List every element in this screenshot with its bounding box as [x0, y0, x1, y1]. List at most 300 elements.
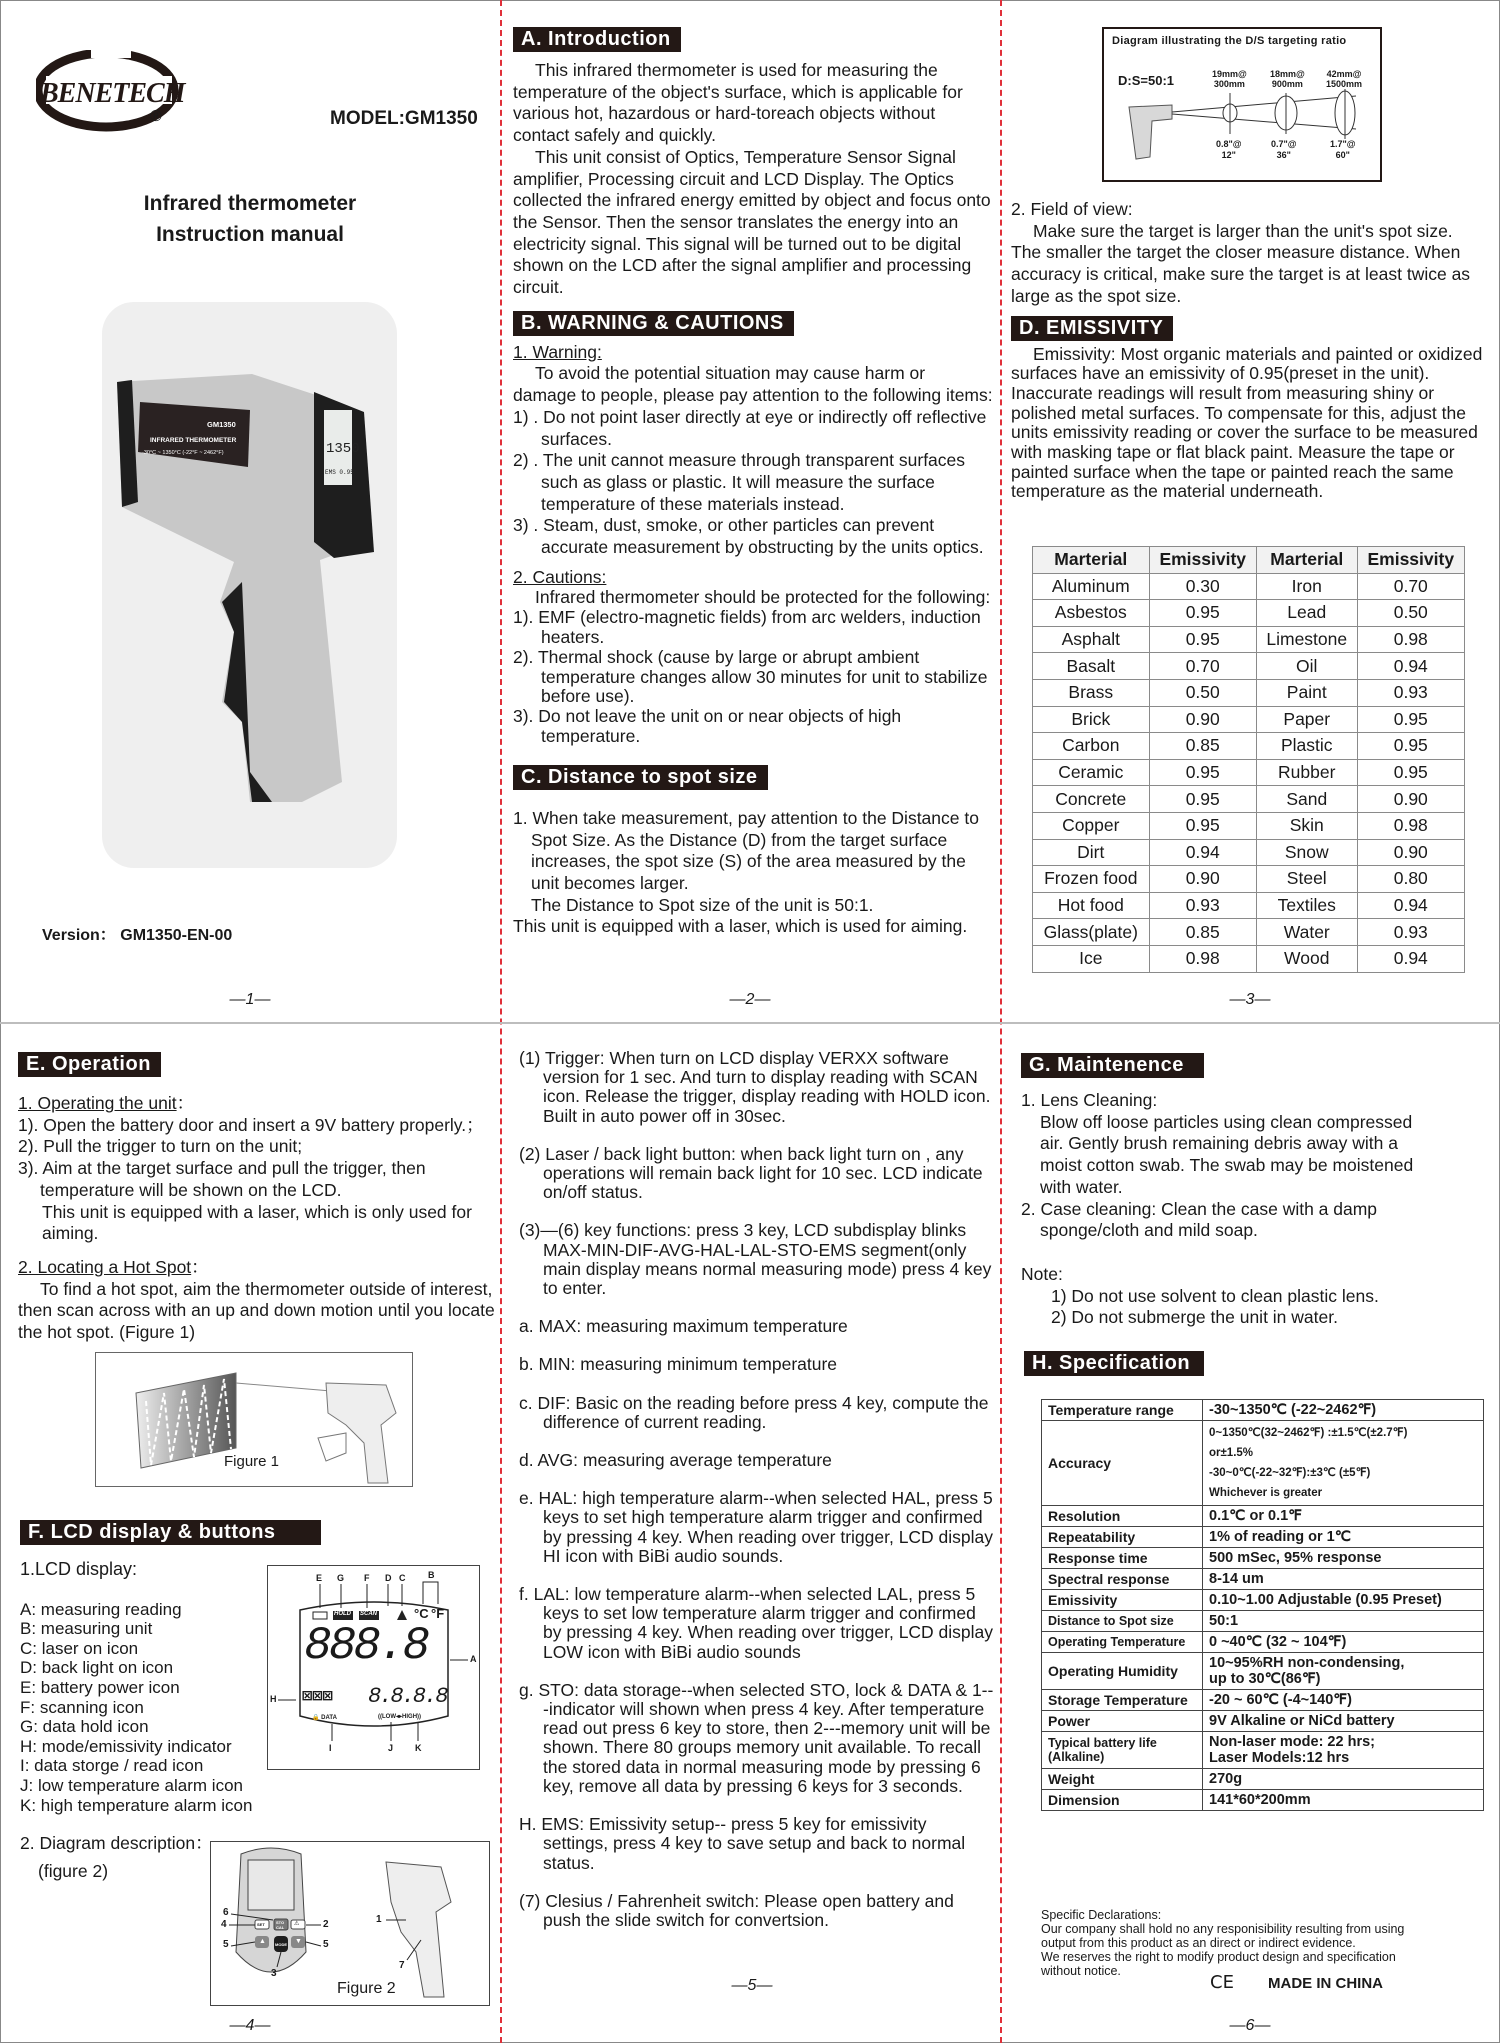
- spec-value-line: Whichever is greater: [1209, 1487, 1323, 1499]
- page-3: [1011, 199, 1491, 502]
- item-marker: c.: [519, 1392, 538, 1413]
- function-item: [519, 1394, 995, 1432]
- section-heading-emissivity: D. EMISSIVITY: [1011, 316, 1173, 341]
- spec-value-line: or±1.5%: [1209, 1447, 1254, 1459]
- emissivity-cell: 0.85: [1149, 733, 1256, 760]
- cautions-intro: Infrared thermometer should be protected for the following:: [535, 587, 991, 608]
- hotspot-subtitle: 2. Locating a Hot Spot：: [18, 1256, 209, 1277]
- spec-label: Distance to Spot size: [1042, 1611, 1203, 1632]
- emissivity-cell: 0.95: [1149, 786, 1256, 813]
- spec-row: [1042, 1711, 1484, 1732]
- ce-mark-icon: CE: [1210, 1972, 1234, 1993]
- warning-intro: To avoid the potential situation may cause harm or damage to people, please pay attention to the following items:: [513, 363, 993, 406]
- material-cell: Basalt: [1033, 653, 1150, 680]
- item-text: DIF: Basic on the reading before press 4 key, compute the difference of current reading.: [537, 1392, 989, 1432]
- callout-4: 4: [221, 1919, 227, 1930]
- item-marker: g.: [519, 1679, 539, 1700]
- lcd-legend-item: E: battery power icon: [20, 1678, 180, 1698]
- callout-d: D: [385, 1573, 392, 1583]
- spec-value: [1203, 1569, 1484, 1590]
- item-marker: (2): [519, 1143, 546, 1164]
- material-cell: Lead: [1256, 600, 1357, 627]
- emissivity-cell: 0.95: [1357, 733, 1464, 760]
- spec-label: Accuracy: [1042, 1421, 1203, 1506]
- distance-ratio: The Distance to Spot size of the unit is 50:1.: [531, 894, 874, 915]
- diagram-subtitle-figure: (figure 2): [38, 1860, 109, 1881]
- col-header: Emissivity: [1357, 547, 1464, 574]
- product-lcd-reading: 1350: [326, 441, 360, 457]
- spec-value-line: 50:1: [1209, 1613, 1239, 1629]
- spot-label-top: 42mm@ 1500mm: [1326, 69, 1363, 89]
- warning-title: 1. Warning:: [513, 341, 602, 362]
- figure-2-caption: Figure 2: [337, 1980, 396, 1997]
- lcd-legend-item: D: back light on icon: [20, 1658, 174, 1678]
- declaration-line: without notice.: [1041, 1964, 1121, 1978]
- mode-button[interactable]: MODE: [275, 1942, 287, 1947]
- emissivity-cell: 0.70: [1357, 573, 1464, 600]
- section-heading-operation: E. Operation: [18, 1052, 161, 1077]
- spec-value-line: 0~1350℃(32~2462℉) :±1.5℃(±2.7℉): [1209, 1427, 1408, 1439]
- material-cell: Glass(plate): [1033, 919, 1150, 946]
- emissivity-cell: 0.94: [1149, 839, 1256, 866]
- table-row: [1033, 733, 1465, 760]
- spec-value-line: 10~95%RH non-condensing,: [1209, 1655, 1405, 1671]
- table-row: [1033, 866, 1465, 893]
- sto-cal-button[interactable]: STO CAL: [276, 1920, 285, 1930]
- intro-para-2: This unit consist of Optics, Temperature Sensor Signal amplifier, Processing circuit and LCD Display. The Optics collected the infrared energy emitted by object and focus onto the Sensor. Then the sensor translates the energy into an electricity signal. This signal will be turned out to be digital shown on the LCD after the signal amplifier and processing circuit.: [513, 146, 991, 298]
- emissivity-cell: 0.95: [1149, 759, 1256, 786]
- spec-value: [1203, 1611, 1484, 1632]
- material-cell: Iron: [1256, 573, 1357, 600]
- material-cell: Skin: [1256, 812, 1357, 839]
- table-row: [1033, 786, 1465, 813]
- emissivity-cell: 0.70: [1149, 653, 1256, 680]
- item-text: MAX: measuring maximum temperature: [538, 1316, 848, 1337]
- spec-row: [1042, 1653, 1484, 1690]
- emissivity-cell: 0.98: [1149, 945, 1256, 972]
- emissivity-cell: 0.93: [1149, 892, 1256, 919]
- callout-e: E: [316, 1573, 323, 1583]
- celsius-segment: °C: [414, 1606, 429, 1621]
- spec-value: [1203, 1506, 1484, 1527]
- emissivity-cell: 0.94: [1357, 945, 1464, 972]
- spec-value-line: 1% of reading or 1℃: [1209, 1529, 1351, 1545]
- spec-row: [1042, 1569, 1484, 1590]
- material-cell: Concrete: [1033, 786, 1150, 813]
- section-heading-introduction: A. Introduction: [513, 27, 681, 52]
- material-cell: Paint: [1256, 679, 1357, 706]
- table-row: [1033, 945, 1465, 972]
- item-marker: a.: [519, 1316, 539, 1337]
- fahrenheit-segment: °F: [431, 1606, 445, 1621]
- item-text: Trigger: When turn on LCD display VERXX software version for 1 sec. And turn to display reading with SCAN icon. Release the trigger, display reading with HOLD icon. Built in auto power off in 30sec.: [543, 1048, 991, 1126]
- item-text: STO: data storage--when selected STO, lock & DATA & 1---indicator will shown when press 4 key. After temperature read out press 6 key to store, then 2---memory unit will be shown. There 80 groups memory unit available. To recall the stored data in normal measuring mode by pressing 6 key, remove all data by pressing 6 keys for 3 seconds.: [538, 1679, 994, 1796]
- spec-label: Repeatability: [1042, 1527, 1203, 1548]
- emissivity-cell: 0.85: [1149, 919, 1256, 946]
- callout-7: 7: [399, 1960, 405, 1971]
- spec-label: Spectral response: [1042, 1569, 1203, 1590]
- spec-value: [1203, 1711, 1484, 1732]
- lcd-legend-item: J: low temperature alarm icon: [20, 1776, 243, 1796]
- emissivity-cell: 0.90: [1149, 706, 1256, 733]
- lcd-legend-item: B: measuring unit: [20, 1619, 153, 1639]
- emissivity-text: Emissivity: Most organic materials and painted or oxidized surfaces have an emissivity of 0.95(preset in the unit). Inaccurate readings will result from measuring shiny or polished metal surfaces. To compensate for this, adjust the units emissivity reading or cover the surface to be measured with masking tape or flat black paint. Measure the tape or painted surface when the tape or painted reach the same temperature as the material underneath.: [1011, 343, 1483, 502]
- product-photo-frame: [102, 302, 397, 868]
- item-text: key functions: press 3 key, LCD subdisplay blinks MAX-MIN-DIF-AVG-HAL-LAL-STO-EMS segment(only main display means normal measuring mode) press 4 key to enter.: [543, 1220, 992, 1299]
- sub-reading-segments: 8.8.8.8: [368, 1684, 447, 1709]
- function-item: [519, 1815, 995, 1873]
- note-item: 2) Do not submerge the unit in water.: [1051, 1307, 1338, 1328]
- material-cell: Water: [1256, 919, 1357, 946]
- operation-step: 2). Pull the trigger to turn on the unit;: [18, 1136, 303, 1157]
- declarations-title: Specific Declarations:: [1041, 1908, 1162, 1922]
- thermometer-product-image: [102, 302, 397, 868]
- spec-row: [1042, 1590, 1484, 1611]
- page-number: —4—: [229, 2017, 271, 2034]
- function-item: [519, 1355, 995, 1374]
- fov-line-1: Make sure the target is larger than the unit's spot size.: [1033, 220, 1453, 241]
- product-lcd-sub: EMS 0.95: [325, 469, 354, 476]
- figure-2: [210, 1841, 490, 2006]
- spec-row: [1042, 1611, 1484, 1632]
- function-item: [519, 1145, 995, 1203]
- spec-label: Resolution: [1042, 1506, 1203, 1527]
- material-cell: Brick: [1033, 706, 1150, 733]
- table-row: [1033, 892, 1465, 919]
- alarm-segment: ((LOW◂▸HIGH)): [378, 1714, 422, 1720]
- lcd-legend-item: A: measuring reading: [20, 1599, 182, 1619]
- item-text: MIN: measuring minimum temperature: [538, 1354, 838, 1375]
- lcd-legend-item: I: data storge / read icon: [20, 1756, 204, 1776]
- spec-value-line: 9V Alkaline or NiCd battery: [1209, 1713, 1395, 1729]
- mode-indicator-segments: ⊠⊠⊠: [302, 1688, 333, 1707]
- caution-item: 3). Do not leave the unit on or near objects of high temperature.: [513, 706, 902, 747]
- emissivity-cell: 0.30: [1149, 573, 1256, 600]
- caution-item: 2). Thermal shock (cause by large or abrupt ambient temperature changes allow 30 minutes for unit to stabilize before use).: [513, 646, 988, 707]
- callout-j: J: [388, 1743, 394, 1753]
- warning-item: 3) . Steam, dust, smoke, or other particles can prevent accurate measurement by obstructing by the units optics.: [513, 515, 984, 558]
- page-4: [18, 1052, 496, 1344]
- laser-note: This unit is equipped with a laser, which is only used for aiming.: [42, 1201, 472, 1244]
- diagram-ratio: D:S=50:1: [1118, 73, 1174, 88]
- spec-label: Response time: [1042, 1548, 1203, 1569]
- table-row: [1033, 679, 1465, 706]
- spec-value-line: -30~0℃(-22~32℉):±3℃ (±5℉): [1209, 1467, 1371, 1479]
- cautions-title: 2. Cautions:: [513, 566, 607, 587]
- spec-value: [1203, 1653, 1484, 1690]
- emissivity-cell: 0.95: [1149, 600, 1256, 627]
- material-cell: Dirt: [1033, 839, 1150, 866]
- declaration-line: We reserves the right to modify product design and specification: [1041, 1950, 1396, 1964]
- title-line-1: Infrared thermometer: [143, 192, 357, 215]
- emissivity-cell: 0.90: [1149, 866, 1256, 893]
- fov-rest: The smaller the target the closer measure distance. When accuracy is critical, make sure the target is at least twice as large as the spot size.: [1011, 242, 1471, 306]
- warning-item: 1) . Do not point laser directly at eye or indirectly off reflective surfaces.: [513, 406, 987, 449]
- table-header-row: [1033, 547, 1465, 574]
- spec-row: [1042, 1506, 1484, 1527]
- up-button[interactable]: ▲: [259, 1938, 266, 1945]
- declaration-line: Our company shall hold no any responisibility resulting from using: [1041, 1922, 1405, 1936]
- spot-label-bottom: 0.8"@ 12": [1216, 139, 1242, 160]
- spec-value-line: 500 mSec, 95% response: [1209, 1550, 1382, 1566]
- set-button[interactable]: SET: [257, 1922, 265, 1927]
- emissivity-cell: 0.95: [1149, 626, 1256, 653]
- material-cell: Brass: [1033, 679, 1150, 706]
- spec-row: [1042, 1690, 1484, 1711]
- lcd-legend-item: F: scanning icon: [20, 1697, 144, 1717]
- spec-value-line: up to 30℃(86℉): [1209, 1671, 1321, 1687]
- operation-step: 3). Aim at the target surface and pull the trigger, then temperature will be shown on the LCD.: [18, 1158, 426, 1200]
- spot-label-top: 19mm@ 300mm: [1212, 69, 1247, 89]
- item-text: Laser / back light button: when back light turn on , any operations will remain back light for 10 sec. LCD indicate on/off status.: [543, 1143, 983, 1203]
- table-row: [1033, 600, 1465, 627]
- warning-item: 2) . The unit cannot measure through transparent surfaces such as glass or plastic. It will measure the surface temperature of these materials instead.: [513, 450, 966, 514]
- item-marker: (3)—(6): [519, 1220, 585, 1241]
- spec-label: Weight: [1042, 1769, 1203, 1790]
- material-cell: Snow: [1256, 839, 1357, 866]
- table-row: [1033, 759, 1465, 786]
- figure-1-caption: Figure 1: [224, 1453, 280, 1470]
- item-marker: e.: [519, 1488, 539, 1509]
- laser-backlight-button[interactable]: ⚠: [294, 1921, 300, 1927]
- distance-laser-note: This unit is equipped with a laser, which is used for aiming.: [513, 916, 968, 937]
- data-storage-segment: 🔒 DATA: [312, 1715, 337, 1721]
- page-number: —3—: [1229, 991, 1271, 1008]
- spec-label: Typical battery life (Alkaline): [1042, 1732, 1203, 1769]
- brand-name: BENETECH: [40, 78, 185, 109]
- material-cell: Sand: [1256, 786, 1357, 813]
- title-line-2: Instruction manual: [156, 223, 344, 246]
- spec-label: Temperature range: [1042, 1400, 1203, 1421]
- lcd-legend-item: C: laser on icon: [20, 1638, 139, 1658]
- spec-label: Dimension: [1042, 1790, 1203, 1811]
- section-heading-warning: B. WARNING & CAUTIONS: [513, 311, 794, 336]
- section-heading-specification: H. Specification: [1024, 1351, 1204, 1376]
- spec-value: [1203, 1590, 1484, 1611]
- emissivity-cell: 0.95: [1149, 812, 1256, 839]
- declaration-line: output from this product as an direct or indirect evidence.: [1041, 1936, 1356, 1950]
- function-item: [519, 1451, 995, 1470]
- main-reading-segments: 888.8: [304, 1620, 428, 1672]
- emissivity-cell: 0.95: [1357, 706, 1464, 733]
- diagram-title: Diagram illustrating the D/S targeting ratio: [1112, 35, 1347, 47]
- item-marker: d.: [519, 1450, 538, 1471]
- lcd-legend-item: H: mode/emissivity indicator: [20, 1736, 232, 1756]
- item-marker: f.: [519, 1584, 534, 1605]
- material-cell: Textiles: [1256, 892, 1357, 919]
- material-cell: Ice: [1033, 945, 1150, 972]
- spec-label: Power: [1042, 1711, 1203, 1732]
- spot-label-bottom: 1.7"@ 60": [1330, 139, 1356, 160]
- figure-1: [95, 1352, 413, 1487]
- spec-value: [1203, 1400, 1484, 1421]
- callout-5-left: 5: [223, 1939, 229, 1950]
- spec-value-line: 270g: [1209, 1771, 1243, 1787]
- page-row-divider: [0, 1022, 1500, 1024]
- spec-row: [1042, 1548, 1484, 1569]
- function-item: [519, 1892, 995, 1930]
- table-row: [1033, 812, 1465, 839]
- model-label: MODEL:GM1350: [330, 108, 478, 129]
- specification-table: [1041, 1399, 1484, 1811]
- emissivity-cell: 0.98: [1357, 626, 1464, 653]
- function-item: [519, 1489, 995, 1566]
- table-row: [1033, 919, 1465, 946]
- lens-cleaning-title: 1. Lens Cleaning:: [1021, 1090, 1158, 1110]
- callout-3: 3: [271, 1968, 277, 1979]
- spec-value-line: -30~1350℃ (-22~2462℉): [1209, 1402, 1377, 1418]
- spec-value: [1203, 1548, 1484, 1569]
- callout-h: H: [270, 1694, 277, 1704]
- spec-value: [1203, 1421, 1484, 1506]
- product-model-text: GM1350: [207, 420, 236, 429]
- callout-c: C: [399, 1573, 406, 1583]
- spec-row: [1042, 1732, 1484, 1769]
- callout-b: B: [428, 1570, 435, 1580]
- spot-label-top: 18mm@ 900mm: [1270, 69, 1305, 89]
- lcd-display-diagram: [267, 1565, 480, 1770]
- spec-value: [1203, 1690, 1484, 1711]
- material-cell: Asphalt: [1033, 626, 1150, 653]
- spec-row: [1042, 1632, 1484, 1653]
- spec-label: Operating Temperature: [1042, 1632, 1203, 1653]
- spot-label-bottom: 0.7"@ 36": [1271, 139, 1297, 160]
- emissivity-cell: 0.50: [1357, 600, 1464, 627]
- operation-step: 1). Open the battery door and insert a 9V battery properly.；: [18, 1114, 484, 1135]
- lcd-subtitle: 1.LCD display:: [20, 1559, 138, 1579]
- callout-i: I: [329, 1743, 332, 1753]
- material-cell: Ceramic: [1033, 759, 1150, 786]
- item-marker: (1): [519, 1048, 545, 1068]
- emissivity-cell: 0.98: [1357, 812, 1464, 839]
- item-text: HAL: high temperature alarm--when selected HAL, press 5 keys to set high temperature alarm trigger and confirmed by pressing 4 key. When reading over trigger, LCD display HI icon with BiBi audio sounds.: [538, 1488, 994, 1566]
- function-item: [519, 1317, 995, 1336]
- callout-5-right: 5: [323, 1939, 329, 1950]
- spec-row: [1042, 1400, 1484, 1421]
- hotspot-text: To find a hot spot, aim the thermometer outside of interest, then scan across with an up and down motion until you locate the hot spot. (Figure 1): [18, 1278, 495, 1343]
- spec-value: [1203, 1769, 1484, 1790]
- spec-value: [1203, 1732, 1484, 1769]
- item-text: LAL: low temperature alarm--when selected LAL, press 5 keys to set low temperature alarm trigger and confirmed by pressing 4 key. When reading over trigger, LCD display LOW icon with BiBi audio sounds: [533, 1584, 994, 1662]
- material-cell: Limestone: [1256, 626, 1357, 653]
- material-cell: Asbestos: [1033, 600, 1150, 627]
- callout-2: 2: [323, 1919, 329, 1930]
- registered-mark: ®: [150, 108, 162, 125]
- lens-cleaning-text: Blow off loose particles using clean compressed air. Gently brush remaining debris away with a moist cotton swab. The swab may be moistened with water.: [1040, 1111, 1414, 1197]
- material-cell: Frozen food: [1033, 866, 1150, 893]
- page-number: —2—: [729, 991, 771, 1008]
- table-row: [1033, 626, 1465, 653]
- spec-row: [1042, 1527, 1484, 1548]
- page-2: [513, 27, 993, 938]
- callout-1: 1: [376, 1914, 382, 1925]
- page-1-cover: [0, 0, 500, 1022]
- table-row: [1033, 706, 1465, 733]
- emissivity-cell: 0.50: [1149, 679, 1256, 706]
- diagram-subtitle: 2. Diagram description：: [20, 1833, 213, 1854]
- material-cell: Paper: [1256, 706, 1357, 733]
- emissivity-table: [1032, 546, 1465, 973]
- down-button[interactable]: ▼: [295, 1938, 302, 1945]
- material-cell: Oil: [1256, 653, 1357, 680]
- note-title: Note:: [1021, 1263, 1063, 1284]
- item-text: AVG: measuring average temperature: [537, 1450, 832, 1471]
- spec-value-line: 0.10~1.00 Adjustable (0.95 Preset): [1209, 1592, 1442, 1608]
- col-header: Marterial: [1033, 547, 1150, 574]
- case-cleaning: 2. Case cleaning: Clean the case with a damp sponge/cloth and mild soap.: [1021, 1198, 1378, 1241]
- scan-segment: SCAN: [360, 1611, 378, 1617]
- spec-row: [1042, 1769, 1484, 1790]
- material-cell: Carbon: [1033, 733, 1150, 760]
- emissivity-cell: 0.94: [1357, 892, 1464, 919]
- callout-a: A: [470, 1654, 477, 1664]
- emissivity-cell: 0.90: [1357, 786, 1464, 813]
- spec-label: Emissivity: [1042, 1590, 1203, 1611]
- emissivity-cell: 0.94: [1357, 653, 1464, 680]
- page-number: —1—: [229, 991, 271, 1008]
- callout-k: K: [415, 1743, 422, 1753]
- spec-value-line: Non-laser mode: 22 hrs;: [1209, 1734, 1375, 1750]
- material-cell: Hot food: [1033, 892, 1150, 919]
- emissivity-cell: 0.90: [1357, 839, 1464, 866]
- item-marker: (7): [519, 1890, 546, 1911]
- material-cell: Copper: [1033, 812, 1150, 839]
- product-range-text: -30°C ~ 1350°C (-22°F ~ 2462°F): [142, 450, 224, 456]
- spec-value-line: 0 ~40℃ (32 ~ 104℉): [1209, 1634, 1347, 1650]
- spec-value: [1203, 1790, 1484, 1811]
- table-row: [1033, 653, 1465, 680]
- emissivity-cell: 0.80: [1357, 866, 1464, 893]
- page-number: —6—: [1229, 2017, 1271, 2034]
- spec-label: Operating Humidity: [1042, 1653, 1203, 1690]
- material-cell: Aluminum: [1033, 573, 1150, 600]
- material-cell: Rubber: [1256, 759, 1357, 786]
- page-6: [1021, 1053, 1481, 1376]
- callout-g: G: [337, 1573, 345, 1583]
- distance-item-1: 1. When take measurement, pay attention to the Distance to Spot Size. As the Distance (D) from the target surface increases, the spot size (S) of the area measured by the unit becomes larger.: [513, 807, 979, 893]
- material-cell: Plastic: [1256, 733, 1357, 760]
- lcd-legend-item: G: data hold icon: [20, 1717, 149, 1737]
- col-header: Emissivity: [1149, 547, 1256, 574]
- item-text: Clesius / Fahrenheit switch: Please open battery and push the slide switch for convertsion.: [543, 1890, 954, 1930]
- spec-value-line: Laser Models:12 hrs: [1209, 1750, 1350, 1766]
- item-text: EMS: Emissivity setup-- press 5 key for emissivity settings, press 4 key to save setup and back to normal status.: [541, 1814, 966, 1873]
- item-marker: b.: [519, 1354, 539, 1375]
- spec-value-line: 141*60*200mm: [1209, 1792, 1311, 1808]
- spec-label: Storage Temperature: [1042, 1690, 1203, 1711]
- function-item: [519, 1681, 995, 1796]
- emissivity-cell: 0.93: [1357, 679, 1464, 706]
- spec-row: [1042, 1790, 1484, 1811]
- spec-value-line: -20 ~ 60℃ (-4~140℉): [1209, 1692, 1352, 1708]
- material-cell: Steel: [1256, 866, 1357, 893]
- section-heading-lcd: F. LCD display & buttons: [20, 1520, 321, 1545]
- manual-title: [0, 188, 500, 250]
- note-item: 1) Do not use solvent to clean plastic lens.: [1051, 1285, 1379, 1306]
- page-number: —5—: [731, 1977, 773, 1994]
- declarations: [1041, 1908, 1491, 1978]
- spec-row: [1042, 1421, 1484, 1506]
- callout-f: F: [364, 1573, 370, 1583]
- table-row: [1033, 573, 1465, 600]
- ds-ratio-diagram: [1102, 27, 1382, 182]
- hold-segment: HOLD: [334, 1611, 351, 1617]
- spec-value-line: 8-14 um: [1209, 1571, 1264, 1587]
- emissivity-cell: 0.93: [1357, 919, 1464, 946]
- caution-item: 1). EMF (electro-magnetic fields) from arc welders, induction heaters.: [513, 607, 981, 648]
- material-cell: Wood: [1256, 945, 1357, 972]
- spec-value-line: 0.1℃ or 0.1℉: [1209, 1508, 1302, 1524]
